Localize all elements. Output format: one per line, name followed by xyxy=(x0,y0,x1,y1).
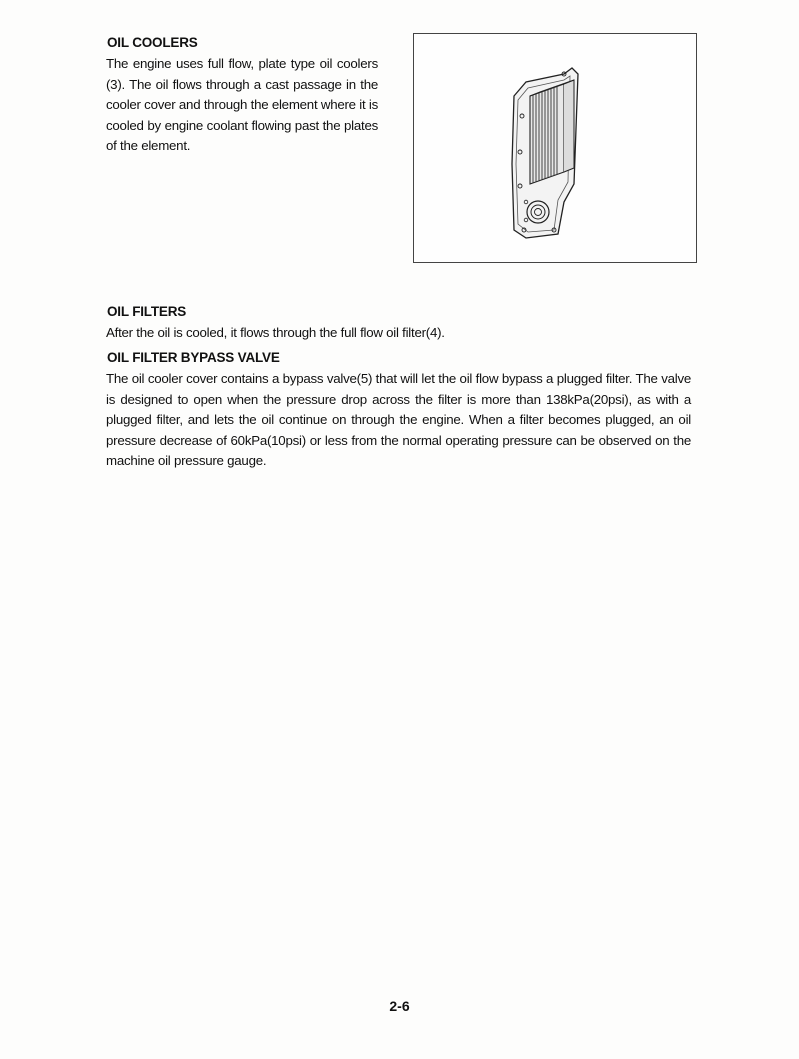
oil-filter-bypass-valve-paragraph: The oil cooler cover contains a bypass valve(5) that will let the oil flow bypass a plugged filter. The valve is designed to open when the pressure drop across the filter is more than 138kPa(20psi), as with a plugged filter, and lets the oil continue on through the engine. When a filter becomes plugged, an oil pressure decrease of 60kPa(10psi) or less from the normal operating pressure can be observed on the machine oil pressure gauge. xyxy=(106,371,691,468)
oil-cooler-figure xyxy=(413,33,697,263)
oil-coolers-paragraph: The engine uses full flow, plate type oil coolers (3). The oil flows through a cast passage in the cooler cover and through the element where it is cooled by engine coolant flowing past the plates of the element. xyxy=(106,56,378,153)
page-number: 2-6 xyxy=(389,998,410,1014)
oil-filters-paragraph: After the oil is cooled, it flows through the full flow oil filter(4). xyxy=(106,325,445,340)
oil-filter-bypass-valve-heading: OIL FILTER BYPASS VALVE xyxy=(107,350,280,365)
oil-coolers-heading: OIL COOLERS xyxy=(107,35,198,50)
oil-cooler-illustration-icon xyxy=(414,34,696,262)
oil-filters-heading: OIL FILTERS xyxy=(107,304,187,319)
